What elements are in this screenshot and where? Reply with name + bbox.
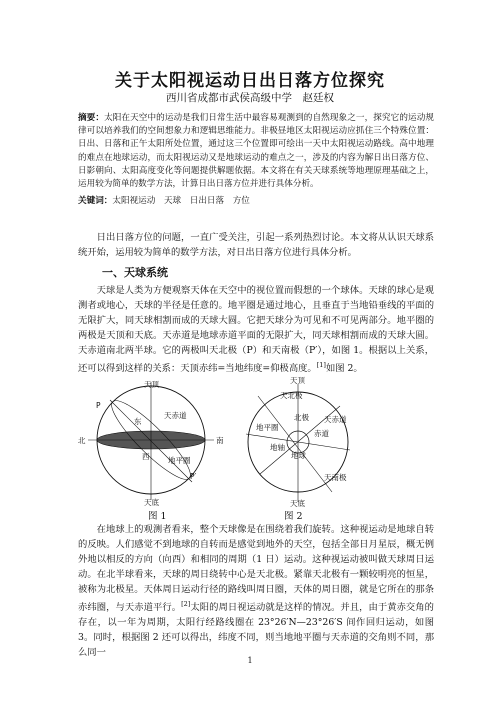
paragraph-tail: 如图 2。 (325, 363, 363, 375)
fig1-west-label: 西 (142, 452, 150, 461)
paragraph-text: 天球是人类为方便观察天体在天空中的视位置而假想的一个球体。天球的球心是观测者或地心，天球的半径是任意的。地平圈是通过地心，且垂直于当地铅垂线的平面的无限扩大，同天球相割而成的天球大圆。它把天球分为可见和不可见两部分。地平圈的两极是天顶和天底。天赤道是地球赤道平面的无限扩大，同天球相割而成的天球大圆。天赤道南北两半球。它的两极叫天北极（P）和天南极（P′），如图 1。根据以上关系，还可以得到这样的关系：天顶赤纬=当地纬度=仰极高度。 (78, 285, 434, 375)
page-number: 1 (247, 656, 253, 665)
paragraph-text: 在地球上的观测者看来，整个天球像是在围绕着我们旋转。这种视运动是地球自转的反映。人们感觉不到地球的自转而是感觉到地外的天空，包括全部日月星辰，概无例外地以相反的方向（向西）和相同的周期（1 日）运动。这种视运动被叫做天球周日运动。在北半球看来，天球的周日绕转中心是天北极。紧靠天北极有一颗较明亮的恒星，被称为北极星。天体周日运动行径的路线叫周日圈，天体的周日圈，就是它所在的那条赤纬圈，与天赤道平行。 (78, 524, 434, 614)
fig1-south-label: 南 (216, 436, 224, 445)
fig1-zenith-label: 天顶 (144, 380, 159, 389)
keywords-label: 关键词： (78, 196, 113, 206)
paper-title: 关于太阳视运动日出日落方位探究 (115, 71, 385, 91)
section-heading: 一、天球系统 (102, 266, 168, 279)
figure-2-caption: 图 2 (284, 511, 303, 522)
fig2-south-pole-label: 天南极 (324, 473, 347, 482)
fig2-earth-axis-label: 地轴 (270, 443, 285, 452)
abstract (78, 112, 434, 191)
fig1-p-prime-label: P′ (190, 472, 197, 481)
fig2-north-pole-inner-label: 北极 (294, 413, 309, 422)
fig1-nadir-label: 天底 (144, 498, 159, 506)
paragraph-diurnal-motion (78, 522, 434, 660)
figure-1-caption: 图 1 (148, 511, 167, 522)
fig2-earth-label: 地球 (291, 451, 306, 460)
fig1-p-label: P (96, 401, 101, 410)
fig1-horizon-label: 地平圈 (168, 456, 191, 465)
paragraph-celestial-sphere (78, 283, 434, 376)
figure-2-diagram (228, 376, 368, 508)
fig2-equator-label: 赤道 (314, 429, 329, 438)
fig2-zenith-label: 天顶 (290, 376, 305, 385)
fig2-nadir-label: 天底 (290, 499, 305, 508)
citation: [1] (316, 361, 326, 369)
paragraph-tail: 太阳的周日视运动就是这样的情况。并且，由于黄赤交角的存在，以一年为周期，太阳行经路线圈在 23°26′N—23°26′S 间作回归运动，如图 3。同时，根据图 2 还可以得出，纬度不同，则当地地平圈与天赤道的交角则不同，那么同一 (78, 602, 434, 659)
citation: [2] (181, 600, 191, 608)
fig1-north-label: 北 (78, 436, 86, 445)
figure-1-diagram (76, 378, 226, 506)
abstract-label: 摘要： (78, 113, 105, 123)
author-line: 西川省成都市武侯高级中学 赵廷权 (166, 92, 334, 104)
fig1-equator-label: 天赤道 (164, 411, 187, 420)
keywords-text: 太阳视运动 天球 日出日落 方位 (112, 196, 250, 206)
fig1-east-label: 东 (134, 417, 142, 426)
intro-paragraph: 日出日落方位的问题，一直广受关注，引起一系列热烈讨论。本文将从认识天球系统开始，运用较为简单的数学方法，对日出日落方位进行具体分析。 (78, 232, 434, 258)
fig2-north-pole-label: 天北极 (280, 391, 303, 400)
abstract-text: 太阳在天空中的运动是我们日常生活中最容易观测到的自然现象之一，探究它的运动规律可以培养我们的空间想象力和逻辑思维能力。非极昼地区太阳视运动应抓住三个特殊位置：日出、日落和正午太阳所处位置，通过这三个位置即可绘出一天中太阳视运动路线。高中地理的难点在地球运动，而太阳视运动又是地球运动的难点之一，涉及的内容为解日出日落方位、日影朝向、太阳高度变化等问题提供解题依据。本文将在有关天球系统等地理原理基础之上，运用较为简单的数学方法，计算日出日落方位并进行具体分析。 (78, 113, 434, 190)
fig2-celestial-equator-label: 天赤道 (324, 415, 347, 424)
keywords (78, 195, 434, 208)
fig2-horizon-label: 地平圈 (256, 423, 279, 432)
